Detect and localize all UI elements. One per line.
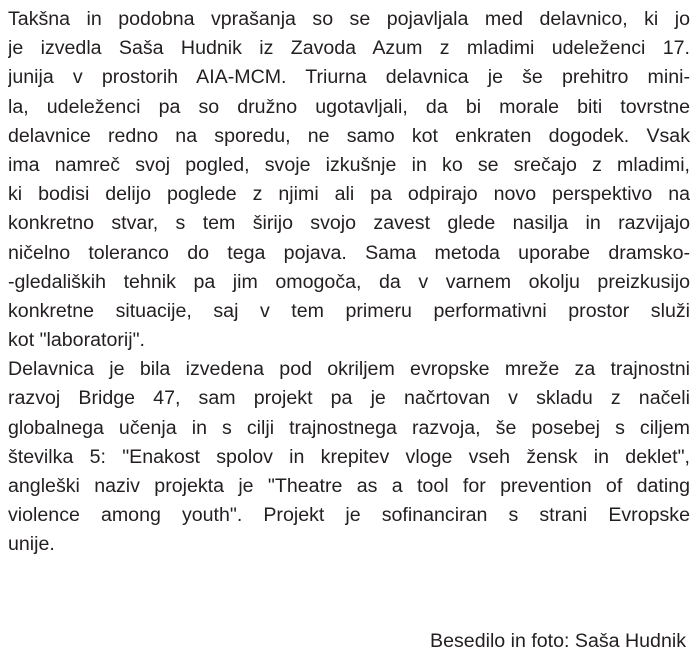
paragraph-1-line: ima namreč svoj pogled, svoje izkušnje in ko se srečajo z mladimi, xyxy=(8,153,690,176)
paragraph-2-line: številka 5: "Enakost spolov in krepitev vloge vseh žensk in deklet", xyxy=(8,445,690,468)
paragraph-1-line: ničelno toleranco do tega pojava. Sama metoda uporabe dramsko- xyxy=(8,241,690,264)
article-body xyxy=(8,5,690,560)
paragraph-1-line: ki bodisi delijo poglede z njimi ali pa odpirajo novo perspektivo na xyxy=(8,183,690,206)
paragraph-1-line: kot "laboratorij". xyxy=(8,329,145,352)
paragraph-1 xyxy=(8,5,690,355)
paragraph-1-line: delavnice redno na sporedu, ne samo kot enkraten dogodek. Vsak xyxy=(8,124,690,147)
paragraph-2-line: unije. xyxy=(8,533,55,556)
paragraph-2-line: angleški naziv projekta je "Theatre as a tool for prevention of dating xyxy=(8,475,690,497)
paragraph-1-line: Takšna in podobna vprašanja so se pojavljala med delavnico, ki jo xyxy=(8,8,690,30)
photo-credit: Besedilo in foto: Saša Hudnik xyxy=(430,630,686,652)
paragraph-2-line: violence among youth". Projekt je sofinanciran s strani Evropske xyxy=(8,504,690,527)
paragraph-1-line: junija v prostorih AIA-MCM. Triurna delavnica je še prehitro mini- xyxy=(8,66,690,89)
paragraph-2-line: razvoj Bridge 47, sam projekt pa je načrtovan v skladu z načeli xyxy=(8,387,690,410)
paragraph-1-line: -gledaliških tehnik pa jim omogoča, da v varnem okolju preizkusijo xyxy=(8,270,690,293)
paragraph-2 xyxy=(8,355,690,559)
paragraph-2-line: Delavnica je bila izvedena pod okriljem evropske mreže za trajnostni xyxy=(8,358,690,381)
paragraph-1-line: konkretne situacije, saj v tem primeru performativni prostor služi xyxy=(8,299,690,322)
paragraph-1-line: la, udeleženci pa so družno ugotavljali, da bi morale biti tovrstne xyxy=(8,95,690,118)
paragraph-1-line: konkretno stvar, s tem širijo svojo zavest glede nasilja in razvijajo xyxy=(8,212,690,235)
paragraph-2-line: globalnega učenja in s cilji trajnostnega razvoja, še posebej s ciljem xyxy=(8,416,690,439)
paragraph-1-line: je izvedla Saša Hudnik iz Zavoda Azum z mladimi udeleženci 17. xyxy=(8,37,690,60)
